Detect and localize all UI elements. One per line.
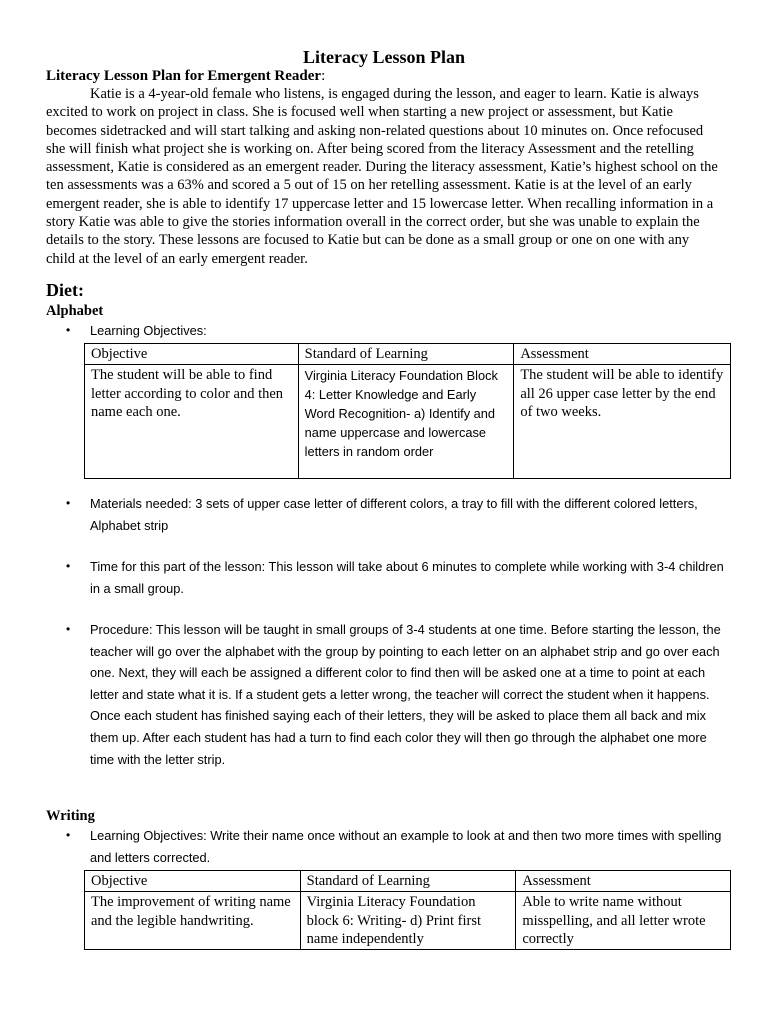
header-standard: Standard of Learning: [300, 871, 516, 892]
writing-objectives-table: [84, 870, 731, 950]
intro-paragraph: Katie is a 4-year-old female who listens, is engaged during the lesson, and eager to learn. Katie is always excited to work on project in class. She is focused well when starting a new project or assessment, but Katie becomes sidetracked and will start talking and asking non-related questions about 10 minutes on. Once refocused she will finish what project she is working on. After being scored from the literacy Assessment and the retelling assessment, Katie is considered as an emergent reader. During the literacy assessment, Katie’s highest school on the ten assessments was a 63% and scored a 5 out of 15 on her retelling assessment. Katie is at the level of an early emergent reader, she is able to identify 17 uppercase letter and 15 lowercase letter. When recalling information in a story Katie was able to give the stories information overall in the correct order, but she was unable to explain the details to the story. These lessons are focused to Katie but can be done as a small group or one on one with any child at the level of an early emergent reader.: [46, 86, 718, 267]
cell-objective: The student will be able to find letter according to color and then name each one.: [85, 365, 299, 479]
table-header-row: [85, 344, 731, 365]
bullet-icon: •: [66, 828, 71, 842]
alphabet-objectives-label: Learning Objectives:: [90, 323, 207, 338]
materials-text: Materials needed: 3 sets of upper case letter of different colors, a tray to fill with the different colored letters, Alphabet strip: [90, 496, 698, 533]
header-standard: Standard of Learning: [298, 344, 514, 365]
bullet-icon: •: [66, 496, 71, 510]
cell-objective: The improvement of writing name and the legible handwriting.: [85, 892, 301, 950]
alphabet-heading: Alphabet: [46, 303, 104, 319]
header-objective: Objective: [85, 344, 299, 365]
bullet-icon: •: [66, 622, 71, 636]
procedure-text: Procedure: This lesson will be taught in small groups of 3-4 students at one time. Before starting the lesson, the teacher will go over the alphabet with the group by pointing to each letter on an alphabet strip and go over each one. Next, they will each be assigned a different color to find then will be asked one at a time to point at each letter and state what it is. If a student gets a letter wrong, the teacher will correct the student when it happens. Once each student has finished saying each of their letters, they will be asked to place them all back and mix them up. After each student has had a turn to find each color they will then go through the alphabet one more time with the letter strip.: [90, 622, 721, 767]
writing-heading: Writing: [46, 808, 95, 824]
writing-objectives-text: Learning Objectives: Write their name once without an example to look at and then two more times with spelling and letters corrected.: [90, 828, 722, 865]
cell-standard: Virginia Literacy Foundation block 6: Writing- d) Print first name independently: [300, 892, 516, 950]
subtitle: [46, 68, 325, 85]
cell-assessment: The student will be able to identify all 26 upper case letter by the end of two weeks.: [514, 365, 731, 479]
time-bullet: [66, 556, 726, 599]
time-text: Time for this part of the lesson: This lesson will take about 6 minutes to complete while working with 3-4 children in a small group.: [90, 559, 724, 596]
header-assessment: Assessment: [516, 871, 731, 892]
materials-bullet: [66, 493, 726, 536]
table-row: [85, 365, 731, 479]
subtitle-label: Literacy Lesson Plan for Emergent Reader: [46, 68, 322, 84]
bullet-icon: •: [66, 559, 71, 573]
cell-assessment: Able to write name without misspelling, and all letter wrote correctly: [516, 892, 731, 950]
alphabet-objectives-table: [84, 343, 731, 479]
header-assessment: Assessment: [514, 344, 731, 365]
writing-objectives-bullet: [66, 825, 726, 868]
diet-heading: Diet:: [46, 280, 84, 300]
bullet-icon: •: [66, 323, 71, 337]
cell-standard: Virginia Literacy Foundation Block 4: Letter Knowledge and Early Word Recognition- a) Identify and name uppercase and lowercase letters in random order: [298, 365, 514, 479]
page-title: Literacy Lesson Plan: [303, 47, 465, 67]
table-header-row: [85, 871, 731, 892]
alphabet-objectives-bullet: [66, 320, 726, 342]
header-objective: Objective: [85, 871, 301, 892]
subtitle-colon: :: [321, 68, 326, 84]
procedure-bullet: [66, 619, 726, 770]
table-row: [85, 892, 731, 950]
